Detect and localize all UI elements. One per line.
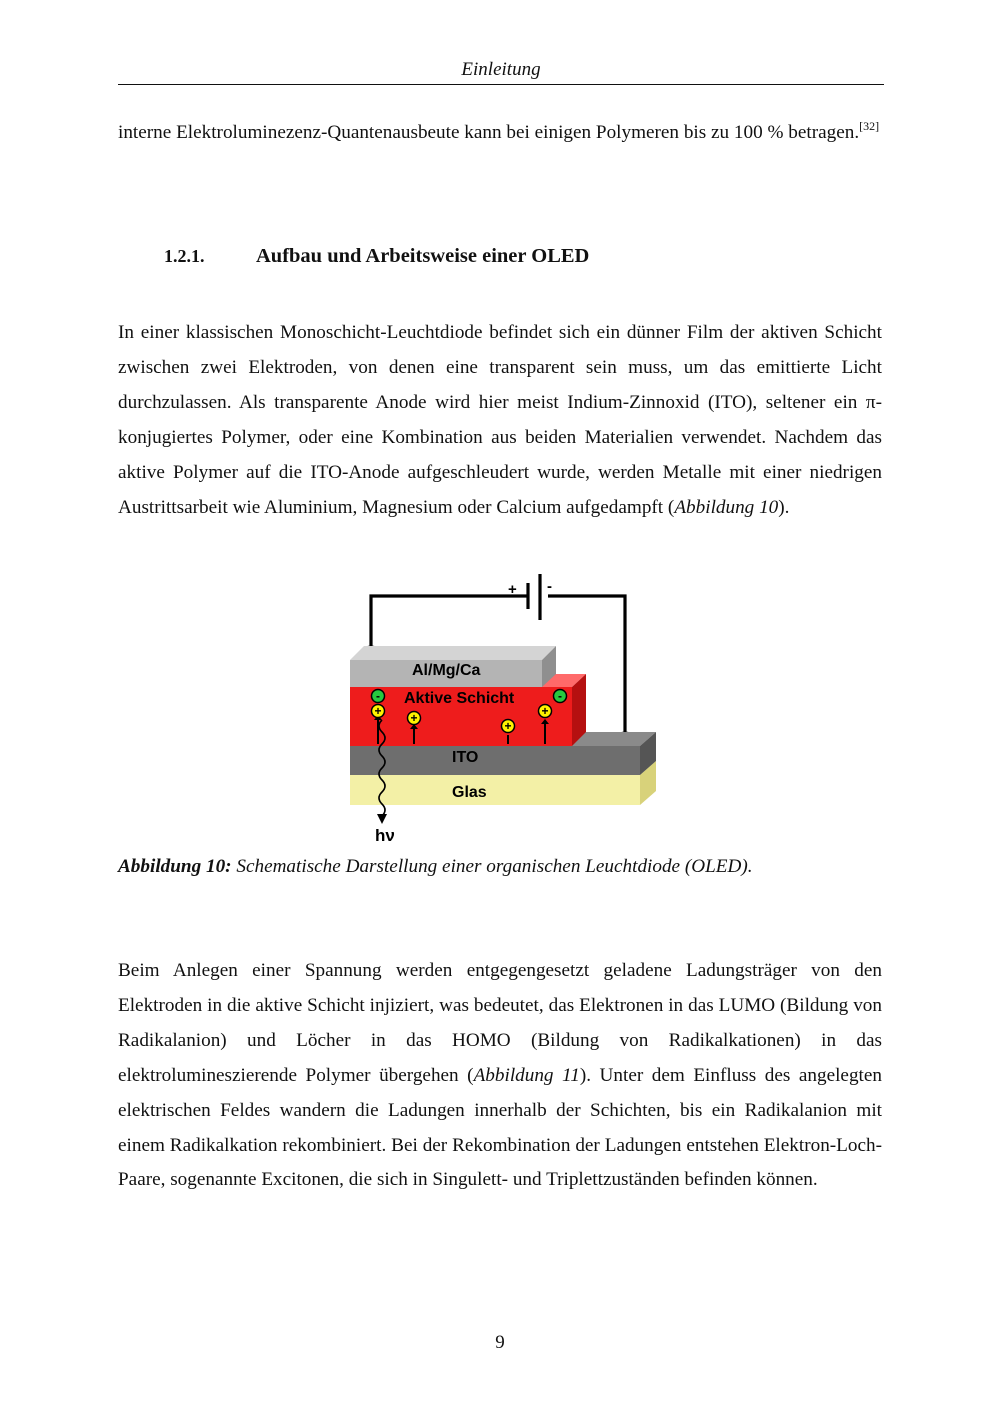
section-number: 1.2.1. — [164, 246, 205, 266]
running-header: Einleitung — [461, 59, 541, 80]
body-paragraph-oled-structure — [118, 316, 882, 525]
intro-paragraph — [118, 116, 882, 150]
electron-left — [372, 689, 385, 703]
figure-reference: Abbildung 11 — [473, 1064, 580, 1086]
figure-reference: Abbildung 10 — [674, 496, 779, 518]
glass-front-face — [350, 775, 640, 805]
oled-schematic-figure — [340, 570, 670, 850]
hole-symbol: + — [541, 704, 549, 718]
para3-text-before: Beim Anlegen einer Spannung werden entgegengesetzt geladene Ladungsträger von den Elektroden in die aktive Schicht injiziert, was bedeutet, das Elektronen in das LUMO (Bildung von Radikalanion) und Löcher in das HOMO (Bildung von Radikalkationen) in das elektrolumineszierende Polymer übergehen ( — [118, 960, 882, 1086]
electron-symbol: - — [558, 689, 562, 703]
light-arrowhead — [377, 814, 387, 824]
oled-diagram — [340, 570, 670, 850]
citation-ref: [32] — [859, 119, 880, 133]
body-paragraph-charge-injection — [118, 954, 882, 1198]
caption-text: Schematische Darstellung einer organischen Leuchtdiode (OLED). — [236, 856, 753, 877]
cathode-top-face — [350, 646, 556, 660]
ito-label: ITO — [452, 749, 479, 766]
glass-label: Glas — [452, 784, 487, 801]
page-number: 9 — [495, 1332, 505, 1353]
hole-symbol: + — [504, 719, 512, 733]
caption-label: Abbildung 10: — [118, 856, 232, 877]
figure-caption — [118, 854, 753, 880]
cathode-layer — [350, 646, 556, 687]
active-layer-label: Aktive Schicht — [404, 690, 515, 707]
hole-symbol: + — [374, 704, 382, 718]
hv-label: hν — [375, 826, 395, 845]
electron-symbol: - — [376, 689, 380, 703]
cathode-label: Al/Mg/Ca — [412, 662, 481, 679]
section-title: Aufbau und Arbeitsweise einer OLED — [256, 245, 590, 267]
intro-text: interne Elektroluminezenz-Quantenausbeute kann bei einigen Polymeren bis zu 100 % betragen. — [118, 122, 860, 143]
header-rule — [118, 84, 884, 85]
section-heading — [164, 242, 589, 270]
para2-text-after: ). — [778, 496, 790, 518]
electron-right — [554, 689, 567, 703]
ito-front-face — [350, 746, 640, 775]
hole-symbol: + — [410, 711, 418, 725]
para3-text-after: ). Unter dem Einfluss des angelegten elektrischen Feldes wandern die Ladungen innerhalb der Schichten, bis ein Radikalanion mit einem Radikalkation rekombiniert. Bei der Rekombination der Ladungen entstehen Elektron-Loch-Paare, sogenannte Excitonen, die sich in Singulett- und Triplettzuständen befinden können. — [118, 1064, 882, 1191]
battery-symbol — [508, 574, 552, 620]
battery-plus-label: + — [508, 581, 517, 598]
wire-left — [371, 596, 528, 650]
para2-text-before: In einer klassischen Monoschicht-Leuchtdiode befindet sich ein dünner Film der aktiven Schicht zwischen zwei Elektroden, von denen eine transparent sein muss, um das emittierte Licht durchzulassen. Als transparente Anode wird hier meist Indium-Zinnoxid (ITO), seltener ein π-konjugiertes Polymer, oder eine Kombination aus beiden Materialien verwendet. Nachdem das aktive Polymer auf die ITO-Anode aufgeschleudert wurde, werden Metalle mit einer niedrigen Austrittsarbeit wie Aluminium, Magnesium oder Calcium aufgedampft ( — [118, 322, 882, 518]
battery-minus-label: - — [547, 578, 552, 595]
